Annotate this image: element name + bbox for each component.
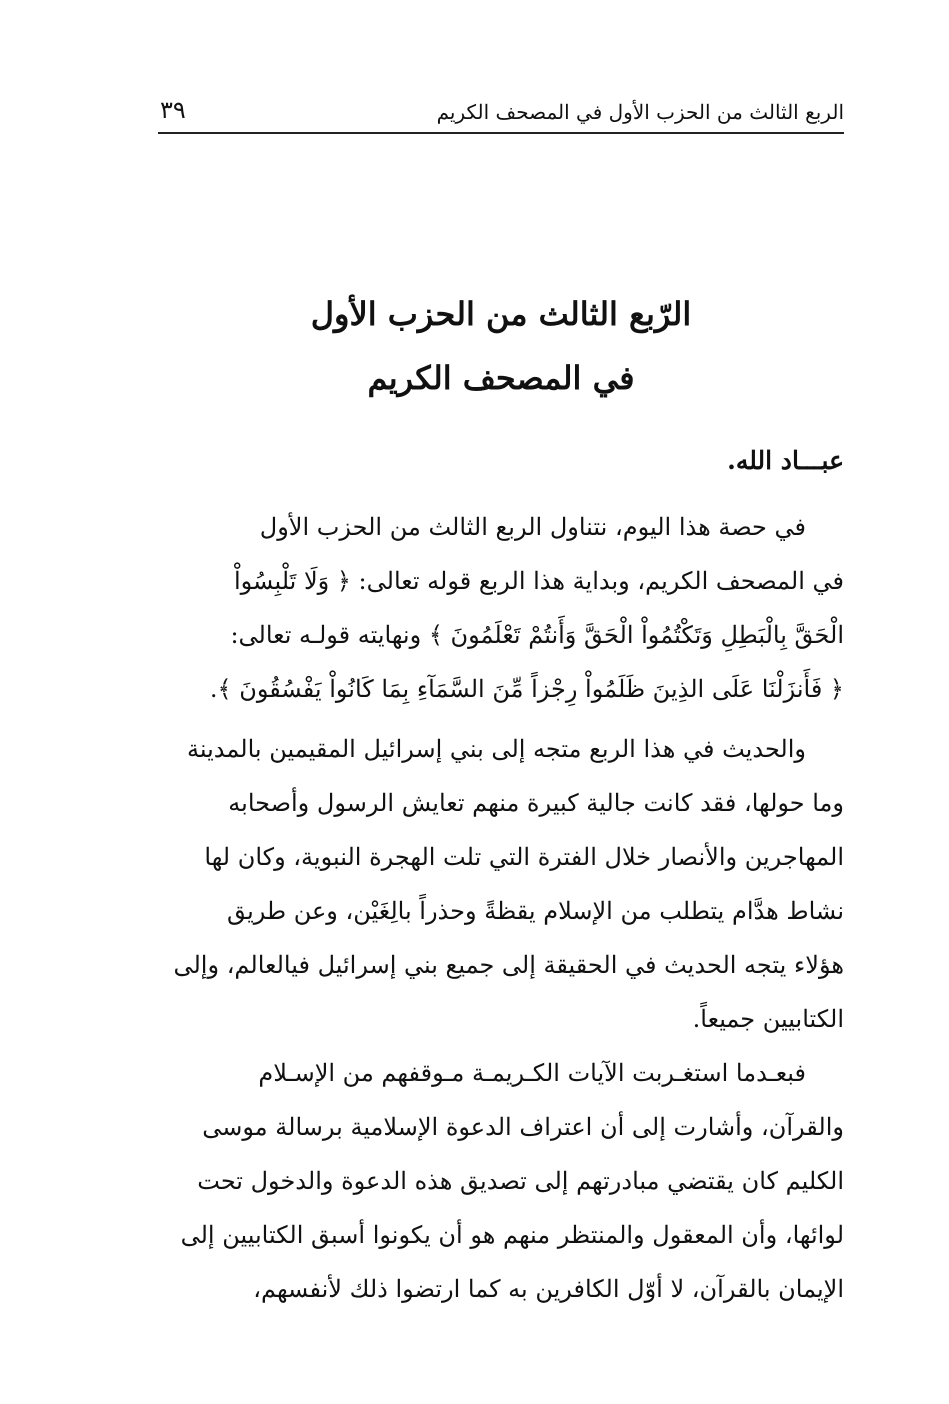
paragraph-line: لوائها، وأن المعقول والمنتظر منهم هو أن يكونوا أسبق الكتابيين إلى	[180, 1221, 844, 1249]
chapter-title-line-2: في المصحف الكريم	[367, 359, 635, 397]
paragraph-line: الْحَقَّ بِالْبَطِلِ وَتَكْتُمُواْ الْحَقَّ وَأَنتُمْ تَعْلَمُونَ ﴾ ونهايته قولـه تعالى:	[230, 621, 844, 649]
page-number: ٣٩	[160, 96, 186, 124]
paragraph-line: ﴿ فَأَنزَلْنَا عَلَى الذِينَ ظَلَمُواْ رِجْزاً مِّنَ السَّمَآءِ بِمَا كَانُواْ يَفْسُقُونَ ﴾.	[209, 675, 844, 703]
paragraph-line: الإيمان بالقرآن، لا أوّل الكافرين به كما ارتضوا ذلك لأنفسهم،	[253, 1275, 844, 1303]
paragraph-line: المهاجرين والأنصار خلال الفترة التي تلت الهجرة النبوية، وكان لها	[204, 843, 844, 871]
paragraph-1	[158, 500, 844, 716]
paragraph-line: الكليم كان يقتضي مبادرتهم إلى تصديق هذه الدعوة والدخول تحت	[197, 1167, 844, 1195]
running-header	[158, 92, 844, 134]
paragraph-2	[158, 722, 844, 1046]
paragraph-line: فبعـدما استغـربت الآيات الكـريمـة مـوقفهم من الإسـلام	[258, 1059, 806, 1087]
paragraph-line: وما حولها، فقد كانت جالية كبيرة منهم تعايش الرسول وأصحابه	[228, 789, 844, 817]
paragraph-line: والحديث في هذا الربع متجه إلى بني إسرائيل المقيمين بالمدينة	[187, 735, 806, 763]
paragraph-line: الكتابيين جميعاً.	[692, 1005, 844, 1033]
paragraph-line: في المصحف الكريم، وبداية هذا الربع قوله تعالى: ﴿ وَلَا تَلْبِسُواْ	[233, 567, 844, 595]
paragraph-line: نشاط هدَّام يتطلب من الإسلام يقظةً وحذراً بالِغَيْن، وعن طريق	[227, 897, 844, 925]
chapter-title	[158, 282, 844, 410]
running-title: الربع الثالث من الحزب الأول في المصحف الكريم	[436, 100, 844, 124]
paragraph-line: هؤلاء يتجه الحديث في الحقيقة إلى جميع بني إسرائيل فيالعالم، وإلى	[173, 951, 844, 979]
salutation: عبـــاد الله.	[727, 446, 844, 475]
paragraph-line: في حصة هذا اليوم، نتناول الربع الثالث من الحزب الأول	[259, 513, 806, 541]
paragraph-line: والقرآن، وأشارت إلى أن اعتراف الدعوة الإسلامية برسالة موسى	[202, 1113, 844, 1141]
paragraph-3	[158, 1046, 844, 1316]
chapter-title-line-1: الرّبع الثالث من الحزب الأول	[310, 295, 692, 333]
